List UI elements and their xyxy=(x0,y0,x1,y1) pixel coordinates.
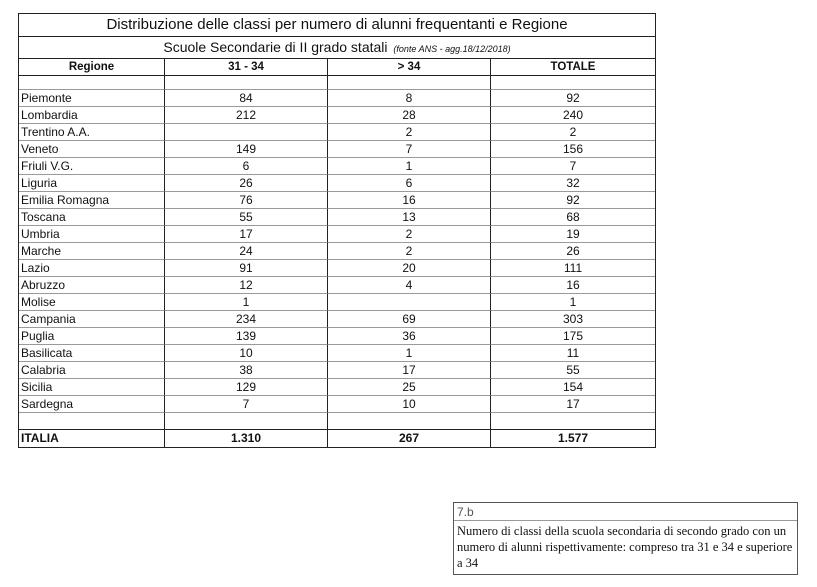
header-totale: TOTALE xyxy=(491,59,655,76)
cell-31-34: 139 xyxy=(165,328,328,345)
empty-cell xyxy=(165,76,328,90)
cell-totale: 2 xyxy=(491,124,655,141)
cell-totale: 92 xyxy=(491,192,655,209)
total-31-34: 1.310 xyxy=(165,430,328,447)
cell-31-34: 149 xyxy=(165,141,328,158)
cell-totale: 240 xyxy=(491,107,655,124)
region-cell: Marche xyxy=(19,243,165,260)
table-row xyxy=(19,311,655,328)
region-cell: Friuli V.G. xyxy=(19,158,165,175)
spacer-row-top xyxy=(19,76,655,90)
region-cell: Basilicata xyxy=(19,345,165,362)
cell-31-34: 26 xyxy=(165,175,328,192)
cell-totale: 55 xyxy=(491,362,655,379)
cell-totale: 68 xyxy=(491,209,655,226)
region-cell: Emilia Romagna xyxy=(19,192,165,209)
table-row xyxy=(19,209,655,226)
cell-totale: 111 xyxy=(491,260,655,277)
table-row xyxy=(19,277,655,294)
cell-over-34: 13 xyxy=(328,209,491,226)
cell-31-34: 91 xyxy=(165,260,328,277)
table-title: Distribuzione delle classi per numero di alunni frequentanti e Regione xyxy=(19,14,655,37)
total-row xyxy=(19,430,655,447)
cell-31-34 xyxy=(165,124,328,141)
cell-over-34: 4 xyxy=(328,277,491,294)
cell-totale: 16 xyxy=(491,277,655,294)
region-cell: Campania xyxy=(19,311,165,328)
cell-over-34: 2 xyxy=(328,226,491,243)
header-over-34: > 34 xyxy=(328,59,491,76)
cell-over-34: 6 xyxy=(328,175,491,192)
cell-over-34: 25 xyxy=(328,379,491,396)
cell-over-34: 28 xyxy=(328,107,491,124)
empty-cell xyxy=(328,76,491,90)
cell-over-34: 8 xyxy=(328,90,491,107)
empty-cell xyxy=(491,413,655,430)
cell-31-34: 212 xyxy=(165,107,328,124)
table-row xyxy=(19,107,655,124)
table-row xyxy=(19,260,655,277)
data-table xyxy=(18,13,656,448)
region-cell: Calabria xyxy=(19,362,165,379)
table-row xyxy=(19,175,655,192)
table-subtitle: Scuole Secondarie di II grado statali xyxy=(163,39,388,55)
cell-31-34: 12 xyxy=(165,277,328,294)
table-row xyxy=(19,396,655,413)
table-row xyxy=(19,362,655,379)
cell-31-34: 129 xyxy=(165,379,328,396)
cell-totale: 154 xyxy=(491,379,655,396)
table-row xyxy=(19,328,655,345)
cell-over-34: 16 xyxy=(328,192,491,209)
cell-31-34: 17 xyxy=(165,226,328,243)
cell-31-34: 55 xyxy=(165,209,328,226)
cell-over-34: 69 xyxy=(328,311,491,328)
header-31-34: 31 - 34 xyxy=(165,59,328,76)
cell-over-34: 20 xyxy=(328,260,491,277)
cell-over-34: 1 xyxy=(328,158,491,175)
cell-31-34: 10 xyxy=(165,345,328,362)
cell-totale: 7 xyxy=(491,158,655,175)
table-row xyxy=(19,226,655,243)
cell-over-34: 1 xyxy=(328,345,491,362)
table-source: (fonte ANS - agg.18/12/2018) xyxy=(393,44,511,54)
header-regione: Regione xyxy=(19,59,165,76)
cell-totale: 11 xyxy=(491,345,655,362)
table-subtitle-row xyxy=(19,37,655,59)
cell-31-34: 38 xyxy=(165,362,328,379)
table-row xyxy=(19,243,655,260)
empty-cell xyxy=(328,413,491,430)
region-cell: Veneto xyxy=(19,141,165,158)
cell-31-34: 6 xyxy=(165,158,328,175)
empty-cell xyxy=(19,413,165,430)
cell-totale: 19 xyxy=(491,226,655,243)
cell-totale: 92 xyxy=(491,90,655,107)
total-over-34: 267 xyxy=(328,430,491,447)
cell-31-34: 7 xyxy=(165,396,328,413)
cell-over-34: 10 xyxy=(328,396,491,413)
total-region: ITALIA xyxy=(19,430,165,447)
table-row xyxy=(19,192,655,209)
region-cell: Abruzzo xyxy=(19,277,165,294)
empty-cell xyxy=(491,76,655,90)
region-cell: Umbria xyxy=(19,226,165,243)
table-header xyxy=(19,59,655,76)
cell-31-34: 84 xyxy=(165,90,328,107)
table-body xyxy=(19,90,655,413)
region-cell: Trentino A.A. xyxy=(19,124,165,141)
empty-cell xyxy=(165,413,328,430)
cell-31-34: 1 xyxy=(165,294,328,311)
region-cell: Lazio xyxy=(19,260,165,277)
region-cell: Lombardia xyxy=(19,107,165,124)
region-cell: Molise xyxy=(19,294,165,311)
region-cell: Liguria xyxy=(19,175,165,192)
region-cell: Toscana xyxy=(19,209,165,226)
cell-totale: 32 xyxy=(491,175,655,192)
note-code: 7.b xyxy=(454,505,797,521)
cell-totale: 156 xyxy=(491,141,655,158)
cell-totale: 175 xyxy=(491,328,655,345)
empty-cell xyxy=(19,76,165,90)
region-cell: Puglia xyxy=(19,328,165,345)
region-cell: Sardegna xyxy=(19,396,165,413)
table-row xyxy=(19,141,655,158)
table-row xyxy=(19,90,655,107)
note-box xyxy=(453,502,798,575)
spacer-row-bottom xyxy=(19,413,655,430)
cell-totale: 303 xyxy=(491,311,655,328)
table-row xyxy=(19,379,655,396)
cell-totale: 26 xyxy=(491,243,655,260)
cell-over-34 xyxy=(328,294,491,311)
cell-31-34: 24 xyxy=(165,243,328,260)
table-row xyxy=(19,124,655,141)
region-cell: Sicilia xyxy=(19,379,165,396)
cell-totale: 17 xyxy=(491,396,655,413)
cell-over-34: 2 xyxy=(328,243,491,260)
region-cell: Piemonte xyxy=(19,90,165,107)
cell-31-34: 76 xyxy=(165,192,328,209)
table-row xyxy=(19,158,655,175)
note-text: Numero di classi della scuola secondaria di secondo grado con un numero di alunni rispettivamente: compreso tra 31 e 34 e superiore a 34 xyxy=(457,524,793,570)
table-row xyxy=(19,294,655,311)
cell-totale: 1 xyxy=(491,294,655,311)
cell-over-34: 7 xyxy=(328,141,491,158)
cell-over-34: 2 xyxy=(328,124,491,141)
cell-31-34: 234 xyxy=(165,311,328,328)
total-totale: 1.577 xyxy=(557,431,589,445)
cell-over-34: 17 xyxy=(328,362,491,379)
cell-over-34: 36 xyxy=(328,328,491,345)
table-row xyxy=(19,345,655,362)
